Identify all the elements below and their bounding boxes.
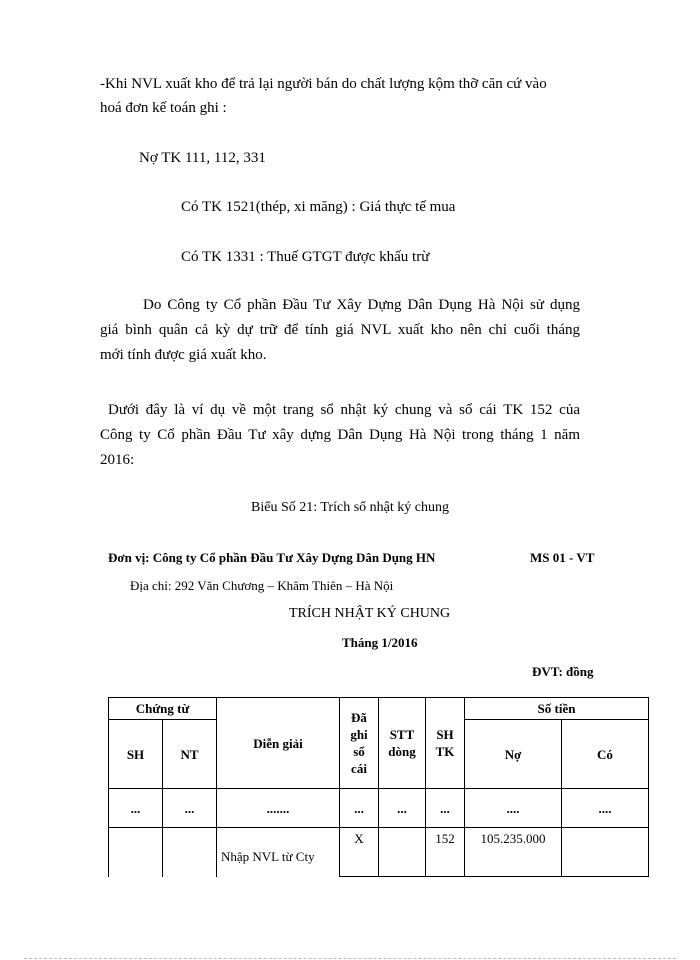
table-row bbox=[109, 789, 649, 828]
cell-sh-tk: 152 bbox=[426, 828, 465, 877]
table-cell: ... bbox=[426, 789, 465, 828]
paragraph-average-price-line3: mới tính được giá xuất kho. bbox=[100, 347, 267, 363]
header-sh: SH bbox=[109, 720, 163, 789]
cell-da-ghi: X bbox=[340, 828, 379, 877]
header-chung-tu: Chứng từ bbox=[109, 698, 217, 720]
credit-account-1521: Có TK 1521(thép, xi măng) : Giá thực tế mua bbox=[181, 199, 456, 215]
table-cell: ... bbox=[163, 789, 217, 828]
table-cell: .... bbox=[465, 789, 562, 828]
company-unit: Đơn vị: Công ty Cổ phần Đầu Tư Xây Dựng Dân Dụng HN bbox=[108, 550, 436, 565]
debit-accounts: Nợ TK 111, 112, 331 bbox=[139, 150, 266, 166]
cell-dien-giai: Nhập NVL từ Cty bbox=[217, 828, 340, 877]
paragraph-example-line3: 2016: bbox=[100, 452, 135, 468]
header-co: Có bbox=[562, 720, 649, 789]
header-so-tien: Số tiền bbox=[465, 698, 649, 720]
cell-stt bbox=[379, 828, 426, 877]
company-address: Địa chỉ: 292 Văn Chương – Khâm Thiên – Hà Nội bbox=[130, 578, 394, 593]
header-no: Nợ bbox=[465, 720, 562, 789]
page-break-divider bbox=[24, 958, 676, 959]
table-cell: ... bbox=[340, 789, 379, 828]
journal-month: Tháng 1/2016 bbox=[342, 635, 418, 650]
header-da-ghi-so-cai: Đã ghi sổ cái bbox=[340, 698, 379, 789]
currency-unit: ĐVT: đồng bbox=[532, 664, 594, 679]
header-nt: NT bbox=[163, 720, 217, 789]
cell-sh bbox=[109, 828, 163, 877]
header-sh-tk: SH TK bbox=[426, 698, 465, 789]
form-code: MS 01 - VT bbox=[530, 550, 595, 565]
journal-title: TRÍCH NHẬT KÝ CHUNG bbox=[289, 606, 451, 621]
journal-table bbox=[108, 697, 649, 877]
header-stt-dong: STT dòng bbox=[379, 698, 426, 789]
paragraph-average-price-line1: Do Công ty Cổ phần Đầu Tư Xây Dựng Dân Dụng Hà Nội sử dụng bbox=[143, 297, 580, 313]
paragraph-example-line1: Dưới đây là ví dụ về một trang sổ nhật ký chung và sổ cái TK 152 của bbox=[108, 402, 580, 418]
form-caption: Biểu Số 21: Trích sổ nhật ký chung bbox=[251, 500, 449, 515]
table-cell: ... bbox=[379, 789, 426, 828]
cell-no: 105.235.000 bbox=[465, 828, 562, 877]
paragraph-average-price-line2: giá bình quân cả kỳ dự trữ để tính giá NVL xuất kho nên chỉ cuối tháng bbox=[100, 322, 580, 338]
table-cell: ... bbox=[109, 789, 163, 828]
table-row bbox=[109, 828, 649, 877]
cell-co bbox=[562, 828, 649, 877]
cell-nt bbox=[163, 828, 217, 877]
table-cell: ....... bbox=[217, 789, 340, 828]
table-header-row-1 bbox=[109, 698, 649, 720]
credit-account-1331: Có TK 1331 : Thuế GTGT được khấu trừ bbox=[181, 249, 430, 265]
paragraph-return-goods-line1: -Khi NVL xuất kho để trả lại người bán do chất lượng kộm thỡ căn cứ vào bbox=[100, 76, 547, 92]
paragraph-return-goods-line2: hoá đơn kế toán ghi : bbox=[100, 100, 227, 116]
table-cell: .... bbox=[562, 789, 649, 828]
paragraph-example-line2: Công ty Cổ phần Đầu Tư xây dựng Dân Dụng Hà Nội trong tháng 1 năm bbox=[100, 427, 580, 443]
header-dien-giai: Diễn giải bbox=[217, 698, 340, 789]
